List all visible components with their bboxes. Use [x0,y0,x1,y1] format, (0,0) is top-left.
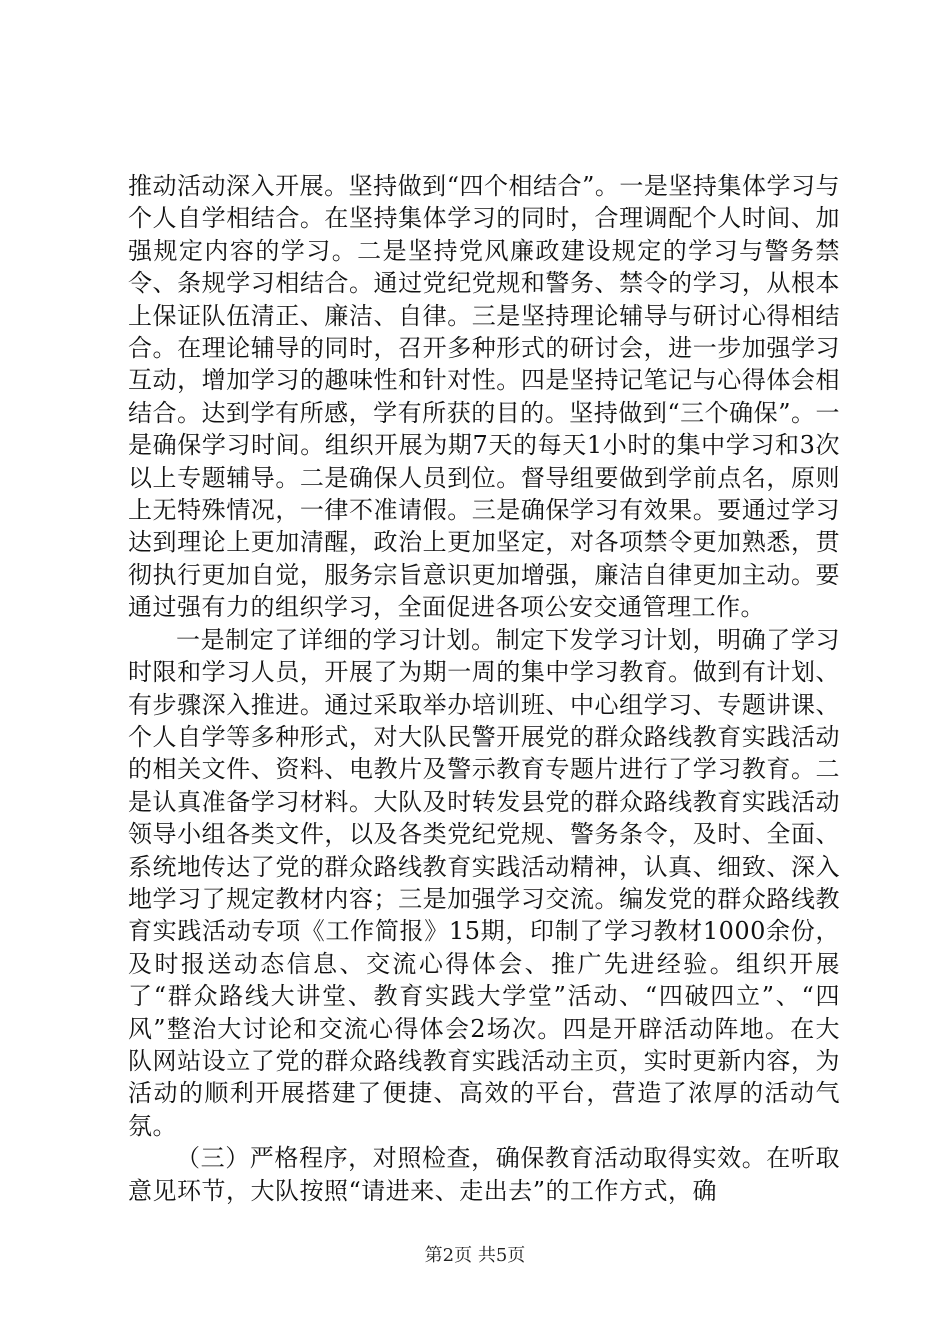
paragraph-1: 推动活动深入开展。坚持做到“四个相结合”。一是坚持集体学习与个人自学相结合。在坚持集体学习的同时，合理调配个人时间、加强规定内容的学习。二是坚持党风廉政建设规定的学习与警务禁令、条规学习相结合。通过党纪党规和警务、禁令的学习，从根本上保证队伍清正、廉洁、自律。三是坚持理论辅导与研讨心得相结合。在理论辅导的同时，召开多种形式的研讨会，进一步加强学习互动，增加学习的趣味性和针对性。四是坚持记笔记与心得体会相结合。达到学有所感，学有所获的目的。坚持做到“三个确保”。一是确保学习时间。组织开展为期7天的每天1小时的集中学习和3次以上专题辅导。二是确保人员到位。督导组要做到学前点名，原则上无特殊情况，一律不准请假。三是确保学习有效果。要通过学习达到理论上更加清醒，政治上更加坚定，对各项禁令更加熟悉，贯彻执行更加自觉，服务宗旨意识更加增强，廉洁自律更加主动。要通过强有力的组织学习，全面促进各项公安交通管理工作。 [128,172,840,622]
page-footer: 第2页 共5页 [424,1245,526,1266]
document-body [128,170,840,1207]
paragraph-3: （三）严格程序，对照检查，确保教育活动取得实效。在听取意见环节，大队按照“请进来、走出去”的工作方式，确 [128,1144,840,1205]
paragraph-2: 一是制定了详细的学习计划。制定下发学习计划，明确了学习时限和学习人员，开展了为期一周的集中学习教育。做到有计划、有步骤深入推进。通过采取举办培训班、中心组学习、专题讲课、个人自学等多种形式，对大队民警开展党的群众路线教育实践活动的相关文件、资料、电教片及警示教育专题片进行了学习教育。二是认真准备学习材料。大队及时转发县党的群众路线教育实践活动领导小组各类文件，以及各类党纪党规、警务条令，及时、全面、系统地传达了党的群众路线教育实践活动精神，认真、细致、深入地学习了规定教材内容；三是加强学习交流。编发党的群众路线教育实践活动专项《工作简报》15期，印制了学习教材1000余份，及时报送动态信息、交流心得体会、推广先进经验。组织开展了“群众路线大讲堂、教育实践大学堂”活动、“四破四立”、“四风”整治大讨论和交流心得体会2场次。四是开辟活动阵地。在大队网站设立了党的群众路线教育实践活动主页，实时更新内容，为活动的顺利开展搭建了便捷、高效的平台，营造了浓厚的活动气氛。 [128,625,840,1140]
